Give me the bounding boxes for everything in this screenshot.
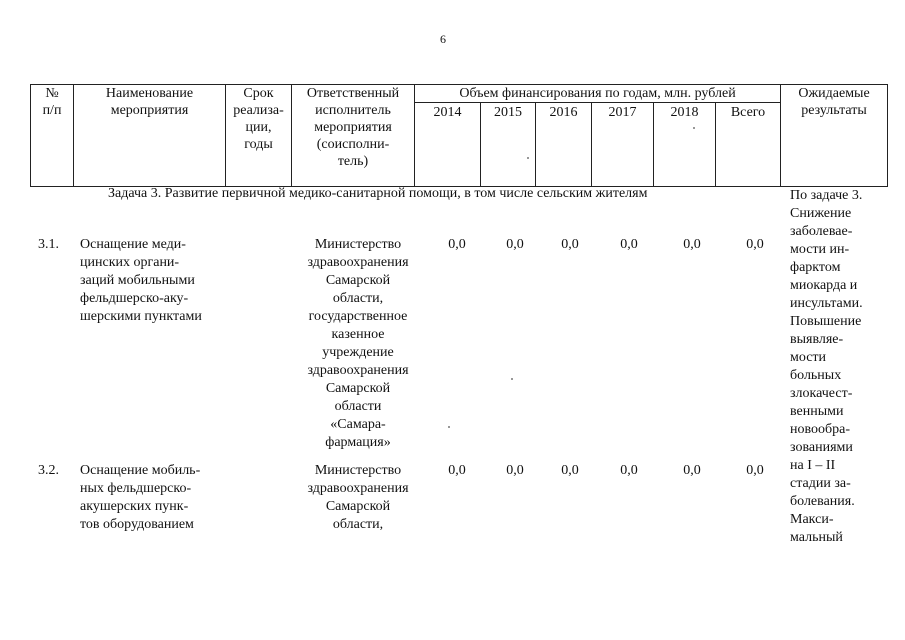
value-2014: 0,0	[448, 237, 466, 252]
header-term-line: реализа-	[233, 103, 284, 118]
header-exec-line: мероприятия	[314, 120, 392, 135]
header-year: 2018	[654, 103, 716, 187]
expected-results	[790, 187, 877, 547]
row-name-line: шерскими пунктами	[80, 309, 202, 324]
row-exec-line: Самарской	[325, 499, 391, 514]
page-number: 6	[440, 32, 446, 46]
header-exec	[292, 85, 415, 187]
row-name-line: цинских органи-	[80, 255, 180, 270]
row-name-line: акушерских пунк-	[80, 499, 189, 514]
header-exec-line: Ответственный	[306, 86, 400, 101]
result-line: злокачест-	[790, 386, 853, 401]
value-2014: 0,0	[448, 463, 466, 478]
header-year: 2016	[536, 103, 592, 187]
row-exec-line: Самарской	[325, 273, 391, 288]
result-line: мости	[790, 350, 827, 365]
header-num-line: №	[45, 86, 59, 101]
row-exec-line: государственное	[308, 309, 408, 324]
row-exec-line: здравоохранения	[307, 255, 409, 270]
value-2015: 0,0	[506, 237, 524, 252]
header-year: 2014	[415, 103, 481, 187]
header-year: 2017	[592, 103, 654, 187]
header-num	[31, 85, 74, 187]
row-name-line: фельдшерско-аку-	[80, 291, 189, 306]
row-exec-line: «Самара-	[330, 417, 386, 432]
row-name-line: Оснащение меди-	[80, 237, 186, 252]
header-term-line: годы	[244, 137, 273, 152]
scan-speck	[511, 378, 513, 380]
result-line: мости ин-	[790, 242, 850, 257]
header-exec-line: исполнитель	[315, 103, 391, 118]
result-line: выявляе-	[790, 332, 844, 347]
header-year-total: Всего	[716, 103, 781, 187]
header-term-line: Срок	[243, 86, 274, 101]
row-exec-line: Министерство	[314, 463, 402, 478]
value-2017: 0,0	[620, 237, 638, 252]
row-exec-line: казенное	[331, 327, 385, 342]
result-line: мальный	[790, 530, 843, 545]
row-name-line: Оснащение мобиль-	[80, 463, 201, 478]
result-line: Макси-	[790, 512, 834, 527]
header-term	[226, 85, 292, 187]
header-exec-line: тель)	[337, 154, 369, 169]
result-line: Снижение	[790, 206, 852, 221]
result-line: на I – II	[790, 458, 836, 473]
result-line: миокарда и	[790, 278, 858, 293]
row-executor	[288, 462, 428, 534]
row-name	[80, 236, 220, 326]
row-name-line: ных фельдшерско-	[80, 481, 192, 496]
row-executor	[288, 236, 428, 452]
task-title: Задача 3. Развитие первичной медико-санитарной помощи, в том числе сельским жителям	[108, 186, 648, 201]
header-name-line: Наименование	[105, 86, 194, 101]
header-term-line: ции,	[245, 120, 272, 135]
value-total: 0,0	[746, 237, 764, 252]
value-2016: 0,0	[561, 463, 579, 478]
header-result	[781, 85, 888, 187]
header-finance: Объем финансирования по годам, млн. рублей	[415, 85, 781, 103]
row-name	[80, 462, 220, 534]
row-exec-line: учреждение	[322, 345, 394, 360]
row-number: 3.2.	[38, 463, 59, 478]
row-exec-line: фармация»	[325, 435, 391, 450]
row-exec-line: области	[334, 399, 382, 414]
scan-speck	[527, 157, 529, 159]
row-name-line: тов оборудованием	[80, 517, 194, 532]
value-2016: 0,0	[561, 237, 579, 252]
table-header	[30, 84, 888, 187]
value-2018: 0,0	[683, 463, 701, 478]
result-line: фарктом	[790, 260, 841, 275]
result-line: Повышение	[790, 314, 862, 329]
header-name	[74, 85, 226, 187]
value-2017: 0,0	[620, 463, 638, 478]
result-line: больных	[790, 368, 842, 383]
row-exec-line: Министерство	[314, 237, 402, 252]
result-line: новообра-	[790, 422, 851, 437]
scan-speck	[693, 127, 695, 129]
header-exec-line: (соисполни-	[316, 137, 390, 152]
result-line: заболевае-	[790, 224, 853, 239]
value-2018: 0,0	[683, 237, 701, 252]
header-year: 2015	[481, 103, 536, 187]
row-name-line: заций мобильными	[80, 273, 195, 288]
value-2015: 0,0	[506, 463, 524, 478]
row-exec-line: области,	[332, 291, 384, 306]
value-total: 0,0	[746, 463, 764, 478]
result-line: венными	[790, 404, 844, 419]
header-result-line: Ожидаемые	[798, 86, 870, 101]
result-line: инсультами.	[790, 296, 863, 311]
row-exec-line: здравоохранения	[307, 481, 409, 496]
row-exec-line: области,	[332, 517, 384, 532]
row-number: 3.1.	[38, 237, 59, 252]
header-num-line: п/п	[42, 103, 62, 118]
result-line: стадии за-	[790, 476, 851, 491]
header-result-line: результаты	[801, 103, 867, 118]
result-line: болевания.	[790, 494, 855, 509]
row-exec-line: здравоохранения	[307, 363, 409, 378]
result-line: зованиями	[790, 440, 853, 455]
scan-speck	[448, 426, 450, 428]
result-line: По задаче 3.	[790, 188, 863, 203]
row-exec-line: Самарской	[325, 381, 391, 396]
header-name-line: мероприятия	[110, 103, 189, 118]
